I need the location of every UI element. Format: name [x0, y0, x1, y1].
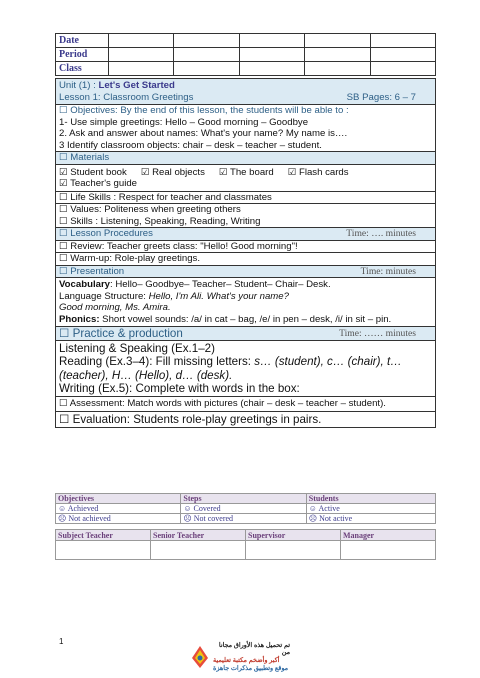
eval-row	[56, 514, 436, 524]
listening-line: Listening & Speaking (Ex.1–2)	[59, 342, 215, 356]
phonics-label: Phonics:	[59, 313, 100, 325]
objective-item: 3 Identify classroom objects: chair – desk – teacher – student.	[59, 139, 322, 151]
header-row	[56, 62, 436, 76]
practice-time: Time: …… minutes	[339, 328, 416, 339]
logo-line-3: موقع وتطبيق مذكرات جاهزة	[213, 664, 289, 672]
practice-heading: ☐ Practice & production	[59, 327, 183, 340]
materials-list	[56, 165, 435, 192]
class-label: Class	[56, 62, 109, 76]
eval-cell: ☹ Not achieved	[56, 514, 181, 524]
practice-content	[56, 341, 435, 397]
eval-cell: ☹ Not covered	[181, 514, 306, 524]
unit-lesson-header	[56, 79, 435, 105]
reading-items: s… (student), c… (chair), t… (teacher), H… (Hello), d… (desk).	[59, 355, 402, 382]
material-item: ☑ Student book	[59, 166, 127, 178]
lesson-box	[55, 78, 436, 428]
signature-subject-teacher: Subject Teacher	[56, 530, 151, 541]
header-row	[56, 48, 436, 62]
period-label: Period	[56, 48, 109, 62]
unit-title: Let's Get Started	[98, 80, 175, 91]
review: ☐ Review: Teacher greets class: "Hello! Good morning"!	[56, 241, 435, 254]
material-item: ☑ Flash cards	[287, 166, 349, 178]
signature-senior-teacher: Senior Teacher	[151, 530, 246, 541]
procedures-heading-row	[56, 228, 435, 241]
values-skills	[56, 204, 435, 228]
warmup: ☐ Warm-up: Role-play greetings.	[56, 253, 435, 266]
presentation-content	[56, 278, 435, 327]
signature-manager: Manager	[341, 530, 436, 541]
objectives-heading: ☐ Objectives: By the end of this lesson, the students will be able to :	[59, 105, 349, 116]
evaluation-table	[55, 493, 436, 524]
unit-prefix: Unit (1) :	[59, 80, 96, 91]
footer-logo	[190, 641, 290, 673]
structure-text: Hello, I'm Ali. What's your name?	[145, 290, 289, 302]
material-item: ☑ Real objects	[140, 166, 205, 178]
vocabulary-label: Vocabulary	[59, 279, 111, 290]
eval-cell: ☺ Active	[306, 504, 435, 514]
eval-cell: ☹ Not active	[306, 514, 435, 524]
presentation-heading: ☐ Presentation	[59, 265, 125, 277]
signature-table	[55, 529, 436, 560]
sb-pages: SB Pages: 6 – 7	[346, 91, 416, 103]
eval-header: Students	[306, 494, 435, 504]
eval-header: Objectives	[56, 494, 181, 504]
presentation-heading-row	[56, 266, 435, 279]
logo-line-2: أكبر وأضخم مكتبة تعليمية	[213, 657, 280, 664]
date-period-class-table	[55, 33, 436, 76]
procedures-heading: ☐ Lesson Procedures	[59, 228, 153, 239]
eval-cell: ☺ Achieved	[56, 504, 181, 514]
values: ☐ Values: Politeness when greeting others	[59, 204, 241, 215]
presentation-time: Time: minutes	[360, 265, 416, 277]
page-number: 1	[59, 637, 64, 646]
practice-heading-row	[56, 327, 435, 341]
phonics-text: Short vowel sounds: /a/ in cat – bag, /e/ in pen – desk, /i/ in sit – pin.	[99, 313, 392, 325]
eval-cell: ☺ Covered	[181, 504, 306, 514]
assessment: ☐ Assessment: Match words with pictures (chair – desk – teacher – student).	[56, 397, 435, 412]
signature-supervisor: Supervisor	[246, 530, 341, 541]
structure-text-2: Good morning, Ms. Amira.	[59, 302, 171, 313]
evaluation: ☐ Evaluation: Students role-play greetings in pairs.	[59, 412, 322, 426]
material-item: ☑ Teacher's guide	[59, 178, 137, 189]
objectives-section	[56, 105, 435, 152]
logo-line-1: تم تحميل هذه الأوراق مجانا من	[218, 641, 290, 657]
structure-label: Language Structure:	[59, 290, 146, 302]
header-row	[56, 34, 436, 48]
reading-line: Reading (Ex.3–4): Fill missing letters:	[59, 355, 255, 369]
date-label: Date	[56, 34, 109, 48]
logo-mark-icon	[190, 644, 210, 670]
procedures-time: Time: …. minutes	[346, 228, 416, 239]
objective-item: 2. Ask and answer about names: What's your name? My name is….	[59, 128, 348, 139]
objective-item: 1- Use simple greetings: Hello – Good morning – Goodbye	[59, 116, 309, 128]
skills: ☐ Skills : Listening, Speaking, Reading, Writing	[59, 215, 261, 227]
life-skills: ☐ Life Skills : Respect for teacher and classmates	[56, 192, 435, 205]
materials-heading: ☐ Materials	[56, 152, 435, 165]
eval-row	[56, 504, 436, 514]
vocabulary-text: : Hello– Goodbye– Teacher– Student– Chair– Desk.	[110, 279, 331, 290]
lesson-title: Lesson 1: Classroom Greetings	[59, 91, 194, 103]
material-item: ☑ The board	[218, 166, 274, 178]
writing-line: Writing (Ex.5): Complete with words in the box:	[59, 381, 300, 395]
eval-header: Steps	[181, 494, 306, 504]
